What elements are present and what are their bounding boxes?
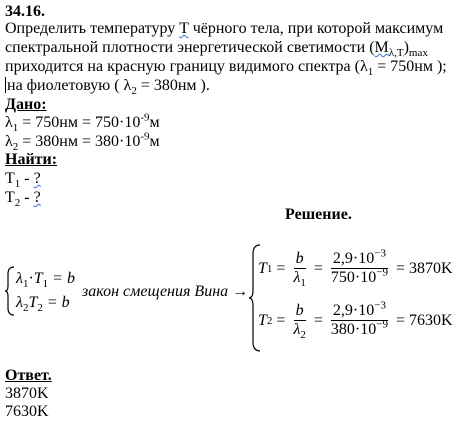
sys-lambda1: λ	[16, 270, 23, 287]
problem-number: 34.16.	[5, 3, 45, 20]
sys-t2: T	[28, 294, 38, 311]
r2-den-value	[329, 318, 390, 339]
r2-eq: =	[272, 311, 290, 329]
sys-dot: ·	[28, 270, 34, 287]
r1-fraction-numeric	[329, 247, 390, 287]
r1-denominator	[291, 269, 307, 290]
problem-text-4b: = 380нм ).	[136, 77, 210, 94]
problem-text-2a: спектральной плотности энергетической светимости (	[5, 39, 375, 56]
given-line-2	[5, 130, 160, 154]
given-line1-value: = 750нм = 750·10	[18, 114, 141, 131]
given-lambda1: λ	[5, 114, 13, 131]
r1-num-exp: −3	[374, 247, 386, 260]
close-paren: )	[403, 39, 409, 56]
given-lambda1-sub: 1	[12, 122, 19, 135]
find-t1-dash: -	[20, 170, 34, 187]
r2-den-exp: −9	[376, 318, 388, 331]
find-t2-dash: -	[20, 189, 34, 206]
given-line2-exp: -9	[140, 130, 150, 143]
r1-result: = 3870K	[391, 259, 453, 277]
answer-value-2: 7630K	[5, 403, 49, 420]
given-line2-value: = 380нм = 380·10	[18, 133, 141, 150]
result-t2: T 2 = $\frac{b}{\lambda_2}$ = $\frac{2,9\cdot 10^{-3}}{380\cdot 10^{-9}}$ = 7630K	[258, 299, 453, 342]
sys-eq1-rhs: = b	[48, 270, 75, 287]
find-t2: T	[5, 189, 15, 206]
problem-text-4a: на фиолетовую (	[7, 77, 120, 94]
r1-numerator: b	[295, 250, 304, 267]
r2-fraction-symbolic	[291, 302, 307, 342]
lambda2-symbol: λ	[119, 77, 132, 94]
wien-law-text	[82, 283, 248, 301]
r2-den-sub: 2	[300, 329, 306, 342]
system-eq-1	[16, 270, 75, 291]
r2-numerator: b	[295, 302, 304, 319]
find-item-2	[5, 189, 41, 210]
r1-eq: =	[272, 259, 290, 277]
find-t1-sub: 1	[14, 178, 21, 191]
sys-lambda1-sub: 1	[22, 278, 29, 291]
find-item-1	[5, 170, 41, 191]
r2-num-exp: −3	[374, 299, 386, 312]
m-subscript: λ,T	[388, 47, 404, 60]
problem-text-line-2	[5, 39, 428, 60]
find-t1: T	[5, 170, 15, 187]
left-brace-svg	[4, 266, 16, 316]
result-t1: T 1 = $\frac{b}{\lambda_1}$ = $\frac{2,9\cdot 10^{-3}}{750\cdot 10^{-9}}$ = 3870K	[258, 247, 453, 290]
lambda1-symbol: λ	[359, 58, 368, 75]
wien-law-label: закон смещения Вина	[82, 283, 229, 300]
system-eq-2	[16, 294, 70, 315]
r1-fraction-symbolic	[291, 250, 307, 290]
r1-den-lambda: λ	[293, 269, 301, 286]
r1-t: T	[258, 259, 267, 277]
find-t1-question: ?	[33, 170, 41, 187]
r1-eq2: =	[309, 259, 327, 277]
given-lambda2-sub: 2	[12, 141, 19, 154]
r1-den-value	[329, 266, 390, 287]
r2-t: T	[258, 311, 267, 329]
r2-den-mantissa: 380·10	[330, 321, 377, 338]
problem-text-3a: приходится на красную границу видимого спектра (	[5, 58, 360, 75]
r2-den-lambda: λ	[293, 321, 301, 338]
sys-t2-sub: 2	[37, 302, 43, 315]
given-line1-exp: -9	[140, 111, 150, 124]
sys-lambda2: λ	[16, 294, 23, 311]
problem-text-1b: чёрного тела, при которой максимум	[188, 20, 444, 37]
r1-num-mantissa: 2,9·10	[332, 250, 375, 267]
problem-text-3b: = 750нм );	[373, 58, 447, 75]
r2-fraction-numeric	[329, 299, 390, 339]
problem-text-1a: Определить температуру	[5, 20, 180, 37]
given-lambda2: λ	[5, 133, 13, 150]
find-t2-question: ?	[33, 189, 41, 206]
lambda1-sub: 1	[367, 66, 374, 79]
find-heading: Найти:	[5, 151, 58, 168]
r1-den-exp: −9	[376, 266, 388, 279]
max-subscript: max	[408, 47, 428, 60]
given-line-1	[5, 111, 160, 135]
sys-t1-sub: 1	[42, 278, 49, 291]
problem-text-line-4	[5, 77, 210, 98]
given-line2-unit: м	[149, 133, 160, 150]
given-line1-unit: м	[149, 114, 160, 131]
sys-eq2-rhs: = b	[42, 294, 70, 311]
answer-value-1: 3870K	[5, 385, 49, 402]
r2-num-mantissa: 2,9·10	[332, 302, 375, 319]
solution-heading: Решение.	[285, 206, 352, 223]
m-symbol	[374, 39, 404, 60]
find-t2-sub: 2	[14, 197, 21, 210]
text-cursor	[5, 77, 6, 93]
given-heading: Дано:	[5, 96, 47, 113]
r1-den-mantissa: 750·10	[330, 269, 377, 286]
r2-denominator	[291, 321, 307, 342]
sys-lambda2-sub: 2	[22, 302, 29, 315]
left-brace	[4, 266, 16, 316]
problem-text-line-3	[5, 58, 447, 79]
r2-eq2: =	[309, 311, 327, 329]
problem-text-line-1	[5, 20, 443, 38]
lambda2-sub: 2	[131, 85, 137, 98]
answer-heading: Ответ.	[5, 367, 52, 384]
sys-t1: T	[33, 270, 43, 287]
r1-den-sub: 1	[300, 277, 306, 290]
arrow-icon: →	[232, 283, 249, 300]
m-letter: M	[374, 39, 389, 56]
temperature-symbol: T	[179, 20, 189, 37]
r2-result: = 7630K	[391, 311, 453, 329]
